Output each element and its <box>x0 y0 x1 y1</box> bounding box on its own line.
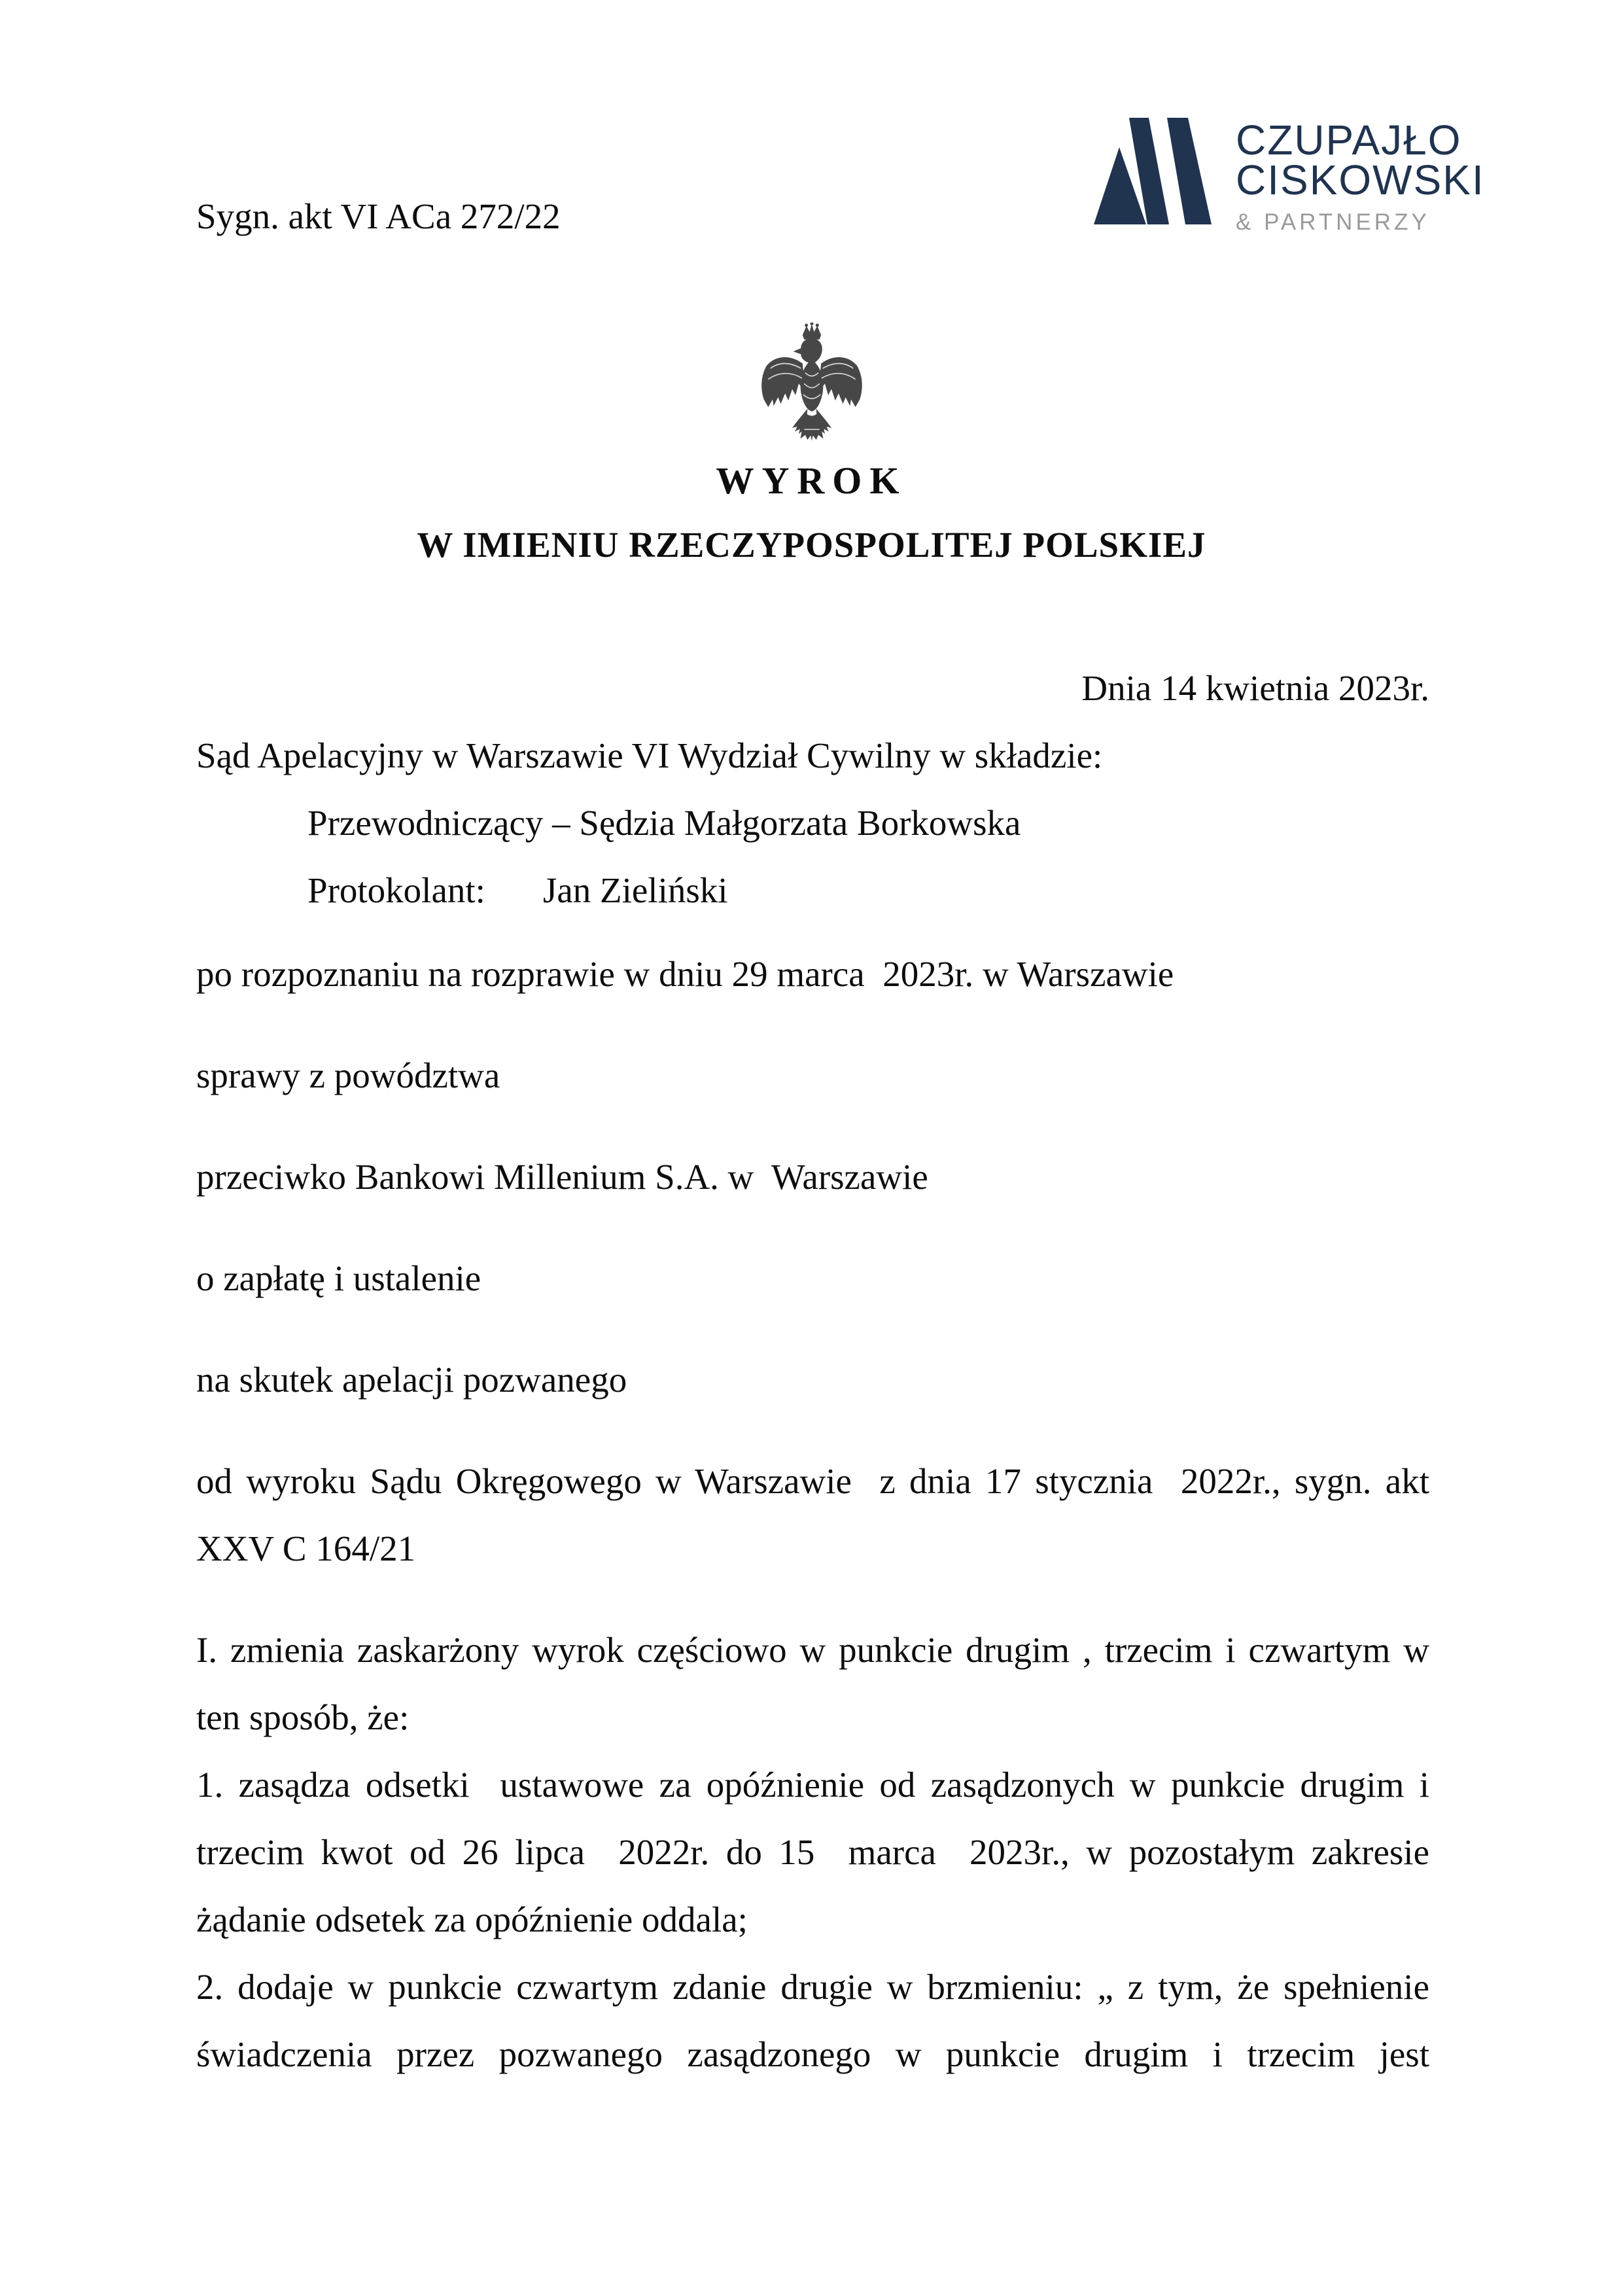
ruling-point-1: 1. zasądza odsetki ustawowe za opóźnienie od zasądzonych w punkcie drugim i trzecim kwot od 26 lipca 2022r. do 15 marca 2023r., w pozostałym zakresie żądanie odsetek za opóźnienie oddala; <box>196 1765 1439 1939</box>
law-firm-logo <box>1094 118 1485 234</box>
case-number: Sygn. akt VI ACa 272/22 <box>196 196 561 236</box>
document-subtitle: W IMIENIU RZECZYPOSPOLITEJ POLSKIEJ <box>417 525 1206 565</box>
law-firm-logo-text <box>1236 116 1485 235</box>
title-block <box>0 458 1623 568</box>
defendant-line: przeciwko Bankowi Millenium S.A. w Warszawie <box>196 1157 928 1197</box>
polish-eagle-emblem-icon <box>0 323 1623 453</box>
law-firm-tagline: & PARTNERZY <box>1236 209 1430 235</box>
clerk-label: Protokolant: <box>307 870 485 910</box>
hearing-line: po rozpoznaniu na rozprawie w dniu 29 marca 2023r. w Warszawie <box>196 954 1174 994</box>
ruling-section <box>196 1616 1439 2088</box>
ruling-point-I: I. zmienia zaskarżony wyrok częściowo w punkcie drugim , trzecim i czwartym w ten sposób, że: <box>196 1630 1439 1737</box>
document-title: WYROK <box>716 459 907 502</box>
law-firm-name-line1: CZUPAJŁO <box>1236 116 1462 164</box>
court-composition-line: Sąd Apelacyjny w Warszawie VI Wydział Cywilny w składzie: <box>196 735 1103 775</box>
document-body <box>196 654 1439 2088</box>
subject-line: o zapłatę i ustalenie <box>196 1258 481 1298</box>
ruling-point-2: 2. dodaje w punkcie czwartym zdanie drugie w brzmieniu: „ z tym, że spełnienie świadczenia przez pozwanego zasądzonego w punkcie drugim i trzecim jest <box>196 1967 1439 2074</box>
clerk-name: Jan Zieliński <box>542 870 728 910</box>
law-firm-logo-mark-icon <box>1094 118 1212 225</box>
appealed-judgment-line: od wyroku Sądu Okręgowego w Warszawie z dnia 17 stycznia 2022r., sygn. akt XXV C 164/21 <box>196 1461 1439 1568</box>
law-firm-name-line2: CISKOWSKI <box>1236 156 1485 203</box>
appeal-line: na skutek apelacji pozwanego <box>196 1360 627 1400</box>
claim-line: sprawy z powództwa <box>196 1055 500 1095</box>
case-intro-section <box>196 940 1439 1582</box>
clerk-line <box>196 857 1429 924</box>
presiding-judge-line: Przewodniczący – Sędzia Małgorzata Borkowska <box>307 803 1021 843</box>
judgment-date: Dnia 14 kwietnia 2023r. <box>1081 668 1429 708</box>
